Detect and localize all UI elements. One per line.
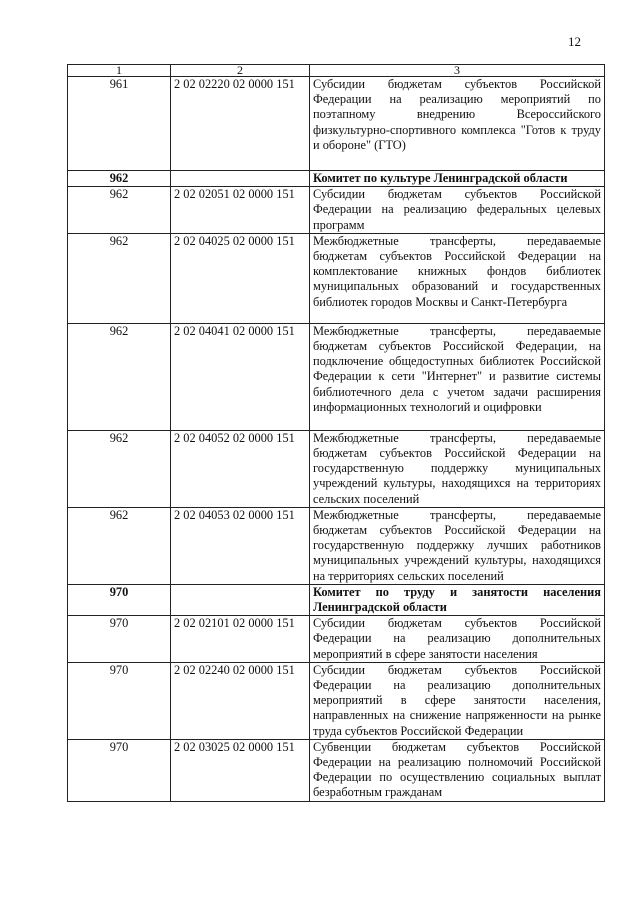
revenue-code-cell: 2 02 04041 02 0000 151	[171, 323, 310, 430]
group-header-row	[68, 584, 605, 615]
admin-code-cell: 962	[68, 233, 171, 323]
group-title-cell: Комитет по труду и занятости населения Ленинградской области	[310, 584, 605, 615]
column-header-1: 1	[68, 65, 171, 77]
revenue-code-cell: 2 02 04025 02 0000 151	[171, 233, 310, 323]
admin-code-cell: 970	[68, 662, 171, 739]
admin-code-cell: 970	[68, 739, 171, 801]
revenue-code-cell: 2 02 02240 02 0000 151	[171, 662, 310, 739]
table-row	[68, 77, 605, 171]
admin-code-cell: 962	[68, 507, 171, 584]
admin-code-cell: 962	[68, 187, 171, 234]
table-row	[68, 233, 605, 323]
admin-code-cell: 962	[68, 171, 171, 187]
revenue-code-cell	[171, 584, 310, 615]
group-header-row	[68, 171, 605, 187]
page-number: 12	[568, 34, 581, 49]
revenue-codes-table	[67, 64, 605, 802]
admin-code-cell: 961	[68, 77, 171, 171]
admin-code-cell: 970	[68, 584, 171, 615]
description-cell: Субсидии бюджетам субъектов Российской Федерации на реализацию мероприятий по поэтапному внедрению Всероссийского физкультурно-спортивного комплекса "Готов к труду и обороне" (ГТО)	[310, 77, 605, 171]
description-cell: Субсидии бюджетам субъектов Российской Федерации на реализацию федеральных целевых программ	[310, 187, 605, 234]
revenue-code-cell: 2 02 02101 02 0000 151	[171, 616, 310, 663]
description-cell: Субсидии бюджетам субъектов Российской Федерации на реализацию дополнительных мероприятий в сфере занятости населения, направленных на снижение напряженности на рынке труда субъектов Российской Федерации	[310, 662, 605, 739]
revenue-code-cell	[171, 171, 310, 187]
revenue-code-cell: 2 02 02220 02 0000 151	[171, 77, 310, 171]
table-row	[68, 187, 605, 234]
table-header-row	[68, 65, 605, 77]
revenue-code-cell: 2 02 02051 02 0000 151	[171, 187, 310, 234]
table-row	[68, 430, 605, 507]
table-row	[68, 662, 605, 739]
table-row	[68, 739, 605, 801]
description-cell: Межбюджетные трансферты, передаваемые бюджетам субъектов Российской Федерации, на подключение общедоступных библиотек Российской Федерации к сети "Интернет" и развитие системы библиотечного дела с учетом задачи расширения информационных технологий и оцифровки	[310, 323, 605, 430]
revenue-code-cell: 2 02 04052 02 0000 151	[171, 430, 310, 507]
admin-code-cell: 970	[68, 616, 171, 663]
description-cell: Субсидии бюджетам субъектов Российской Федерации на реализацию дополнительных мероприятий в сфере занятости населения	[310, 616, 605, 663]
description-cell: Межбюджетные трансферты, передаваемые бюджетам субъектов Российской Федерации на государственную поддержку лучших работников муниципальных учреждений культуры, находящихся на территориях сельских поселений	[310, 507, 605, 584]
table-row	[68, 616, 605, 663]
description-cell: Межбюджетные трансферты, передаваемые бюджетам субъектов Российской Федерации на комплектование книжных фондов библиотек муниципальных образований и государственных библиотек городов Москвы и Санкт-Петербурга	[310, 233, 605, 323]
column-header-2: 2	[171, 65, 310, 77]
admin-code-cell: 962	[68, 430, 171, 507]
revenue-code-cell: 2 02 04053 02 0000 151	[171, 507, 310, 584]
revenue-code-cell: 2 02 03025 02 0000 151	[171, 739, 310, 801]
column-header-3: 3	[310, 65, 605, 77]
group-title-cell: Комитет по культуре Ленинградской области	[310, 171, 605, 187]
description-cell: Межбюджетные трансферты, передаваемые бюджетам субъектов Российской Федерации на государственную поддержку муниципальных учреждений культуры, находящихся на территориях сельских поселений	[310, 430, 605, 507]
table-row	[68, 323, 605, 430]
table-row	[68, 507, 605, 584]
description-cell: Субвенции бюджетам субъектов Российской Федерации на реализацию полномочий Российской Федерации по осуществлению социальных выплат безработным гражданам	[310, 739, 605, 801]
admin-code-cell: 962	[68, 323, 171, 430]
